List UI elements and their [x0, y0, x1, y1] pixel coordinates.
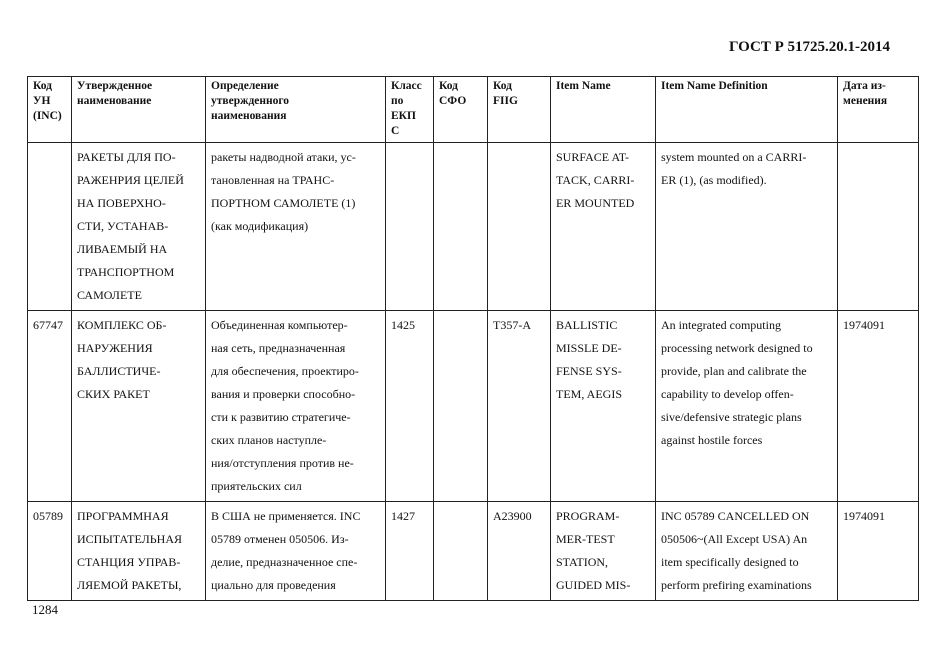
header-definition: Определение утвержденного наименования — [206, 77, 386, 143]
header-fiig: Код FIIG — [488, 77, 551, 143]
table-row — [28, 143, 919, 311]
header-change-date: Дата из- менения — [838, 77, 919, 143]
cell-item-name: PROGRAM- MER-TEST STATION, GUIDED MIS- — [551, 502, 656, 601]
cell-date — [838, 143, 919, 311]
cell-item-name: BALLISTIC MISSLE DE- FENSE SYS- TEM, AEGIS — [551, 311, 656, 502]
cell-class: 1425 — [386, 311, 434, 502]
items-table — [27, 76, 919, 601]
document-title: ГОСТ Р 51725.20.1-2014 — [728, 39, 890, 55]
cell-definition: В США не применяется. INC 05789 отменен 050506. Из- делие, предназначенное спе- циально для проведения — [206, 502, 386, 601]
cell-date: 1974091 — [838, 311, 919, 502]
cell-definition: ракеты надводной атаки, ус- тановленная на ТРАНС- ПОРТНОМ САМОЛЕТЕ (1) (как модификация) — [206, 143, 386, 311]
table-row — [28, 311, 919, 502]
table-header-row — [28, 77, 919, 143]
cell-sfo — [434, 311, 488, 502]
cell-fiig — [488, 143, 551, 311]
cell-fiig: T357-A — [488, 311, 551, 502]
cell-definition: Объединенная компьютер- ная сеть, предназначенная для обеспечения, проектиро- вания и проверки способно- сти к развитию стратегиче- ских планов наступле- ния/отступления против не- приятельских сил — [206, 311, 386, 502]
header-approved-name: Утвержденное наименование — [72, 77, 206, 143]
cell-name: РАКЕТЫ ДЛЯ ПО- РАЖЕНРИЯ ЦЕЛЕЙ НА ПОВЕРХНО- СТИ, УСТАНАВ- ЛИВАЕМЫЙ НА ТРАНСПОРТНОМ САМОЛЕТЕ — [72, 143, 206, 311]
cell-inc — [28, 143, 72, 311]
page-number: 1284 — [32, 602, 58, 617]
cell-date: 1974091 — [838, 502, 919, 601]
cell-item-definition: INC 05789 CANCELLED ON 050506~(All Except USA) An item specifically designed to perform prefiring examinations — [656, 502, 838, 601]
header-inc: Код УН (INC) — [28, 77, 72, 143]
cell-name: КОМПЛЕКС ОБ- НАРУЖЕНИЯ БАЛЛИСТИЧЕ- СКИХ РАКЕТ — [72, 311, 206, 502]
cell-sfo — [434, 502, 488, 601]
cell-fiig: A23900 — [488, 502, 551, 601]
header-item-name-definition: Item Name Definition — [656, 77, 838, 143]
cell-inc: 05789 — [28, 502, 72, 601]
header-item-name: Item Name — [551, 77, 656, 143]
cell-class: 1427 — [386, 502, 434, 601]
cell-inc: 67747 — [28, 311, 72, 502]
cell-item-definition: system mounted on a CARRI- ER (1), (as modified). — [656, 143, 838, 311]
cell-class — [386, 143, 434, 311]
cell-name: ПРОГРАММНАЯ ИСПЫТАТЕЛЬНАЯ СТАНЦИЯ УПРАВ- ЛЯЕМОЙ РАКЕТЫ, — [72, 502, 206, 601]
header-class: Класс по ЕКП С — [386, 77, 434, 143]
cell-item-name: SURFACE AT- TACK, CARRI- ER MOUNTED — [551, 143, 656, 311]
cell-item-definition: An integrated computing processing network designed to provide, plan and calibrate the capability to develop offen- sive/defensive strategic plans against hostile forces — [656, 311, 838, 502]
header-sfo: Код СФО — [434, 77, 488, 143]
table-row — [28, 502, 919, 601]
cell-sfo — [434, 143, 488, 311]
